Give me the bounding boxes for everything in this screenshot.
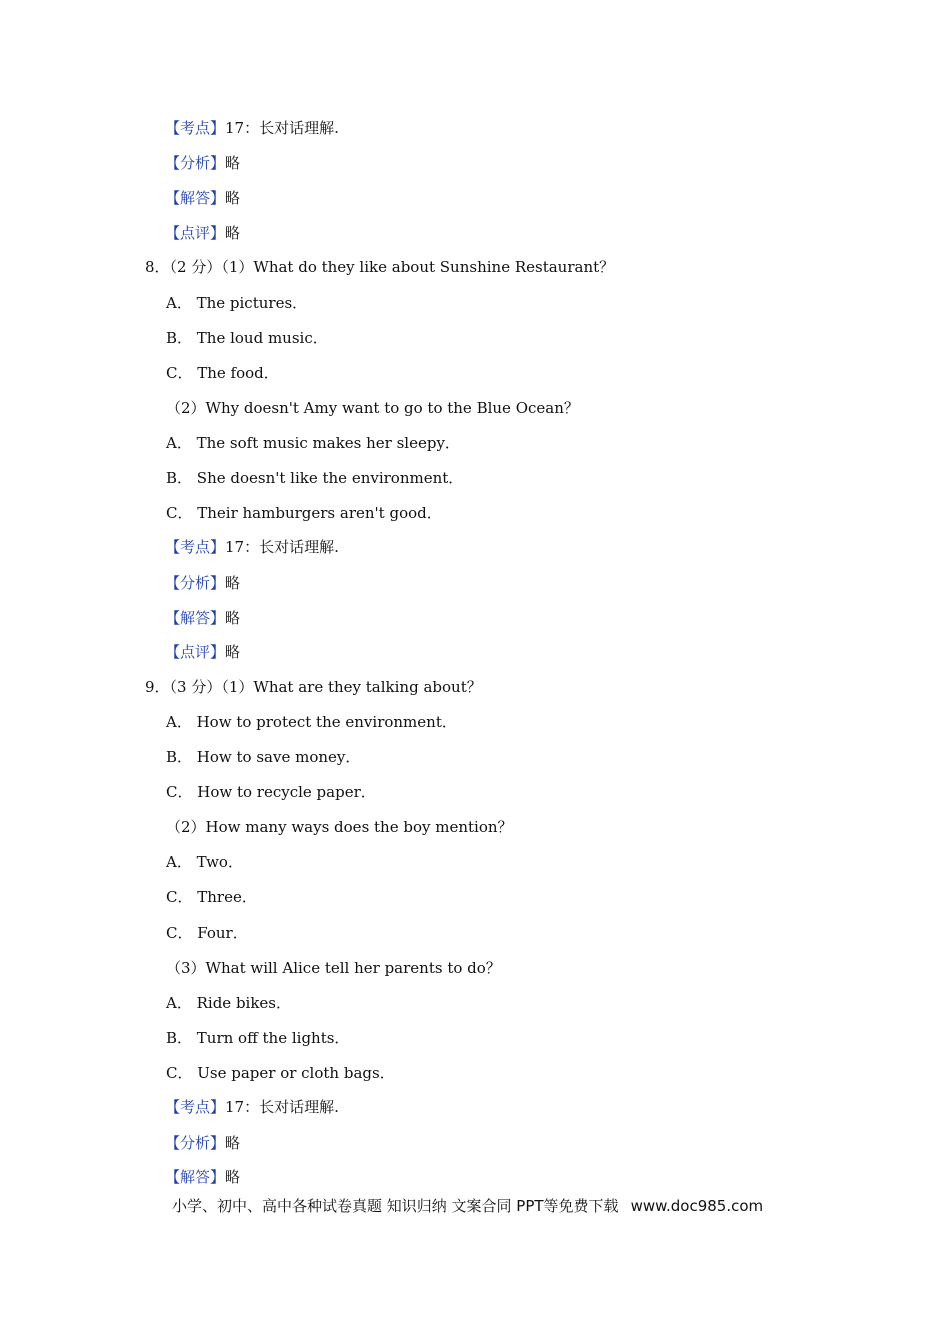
- answer-tag-text: 略: [225, 643, 241, 661]
- footer-watermark: [172, 1196, 763, 1216]
- answer-tag-label: 【考点】: [165, 538, 226, 556]
- footer-text: 小学、初中、高中各种试卷真题 知识归纳 文案合同 PPT等免费下载: [172, 1197, 619, 1215]
- answer-tag-label: 【考点】: [165, 1098, 226, 1116]
- option-line: B． The loud music．: [166, 329, 328, 347]
- option-line: C． Three．: [166, 888, 257, 906]
- option-line: A． Two．: [166, 853, 243, 871]
- answer-tag-text: 略: [225, 224, 241, 242]
- answer-tag-label: 【分析】: [165, 1134, 226, 1152]
- option-line: B． She doesn't like the environment．: [166, 469, 464, 487]
- answer-tag-label: 【分析】: [165, 574, 226, 592]
- option-line: C． Use paper or cloth bags．: [166, 1064, 395, 1082]
- answer-tag-line: [165, 642, 240, 662]
- option-line: C． Their hamburgers aren't good．: [166, 504, 442, 522]
- option-line: B． How to save money．: [166, 748, 361, 766]
- answer-tag-line: [165, 537, 339, 557]
- sub-question: （2）Why doesn't Amy want to go to the Blue Ocean？: [166, 399, 579, 417]
- option-line: C． Four．: [166, 924, 248, 942]
- answer-tag-line: [165, 153, 240, 173]
- option-line: A． The pictures．: [166, 294, 308, 312]
- answer-tag-line: [165, 118, 339, 138]
- answer-tag-line: [165, 1167, 240, 1187]
- answer-tag-text: 17：长对话理解.: [225, 538, 339, 556]
- option-line: C． How to recycle paper．: [166, 783, 376, 801]
- sub-question: （2）How many ways does the boy mention？: [166, 818, 513, 836]
- answer-tag-label: 【考点】: [165, 119, 226, 137]
- answer-tag-label: 【点评】: [165, 224, 226, 242]
- answer-tag-label: 【点评】: [165, 643, 226, 661]
- answer-tag-label: 【分析】: [165, 154, 226, 172]
- sub-question: （3）What will Alice tell her parents to do？: [166, 959, 501, 977]
- answer-tag-line: [165, 1133, 240, 1153]
- option-line: A． Ride bikes．: [166, 994, 292, 1012]
- answer-tag-label: 【解答】: [165, 189, 226, 207]
- option-line: B． Turn off the lights．: [166, 1029, 350, 1047]
- answer-tag-line: [165, 573, 240, 593]
- footer-url[interactable]: www.doc985.com: [630, 1197, 764, 1215]
- answer-tag-line: [165, 1097, 339, 1117]
- answer-tag-label: 【解答】: [165, 609, 226, 627]
- option-line: C． The food．: [166, 364, 279, 382]
- answer-tag-text: 略: [225, 154, 241, 172]
- option-line: A． The soft music makes her sleepy．: [166, 434, 460, 452]
- answer-tag-line: [165, 188, 240, 208]
- answer-tag-text: 略: [225, 609, 241, 627]
- answer-tag-label: 【解答】: [165, 1168, 226, 1186]
- answer-tag-text: 略: [225, 189, 241, 207]
- answer-tag-text: 略: [225, 574, 241, 592]
- answer-tag-text: 略: [225, 1134, 241, 1152]
- question-8-stem: 8．（2 分）（1）What do they like about Sunshine Restaurant？: [145, 258, 615, 276]
- answer-tag-text: 17：长对话理解.: [225, 119, 339, 137]
- answer-tag-line: [165, 608, 240, 628]
- answer-tag-line: [165, 223, 240, 243]
- option-line: A． How to protect the environment．: [166, 713, 457, 731]
- answer-tag-text: 17：长对话理解.: [225, 1098, 339, 1116]
- question-9-stem: 9．（3 分）（1）What are they talking about？: [145, 678, 482, 696]
- answer-tag-text: 略: [225, 1168, 241, 1186]
